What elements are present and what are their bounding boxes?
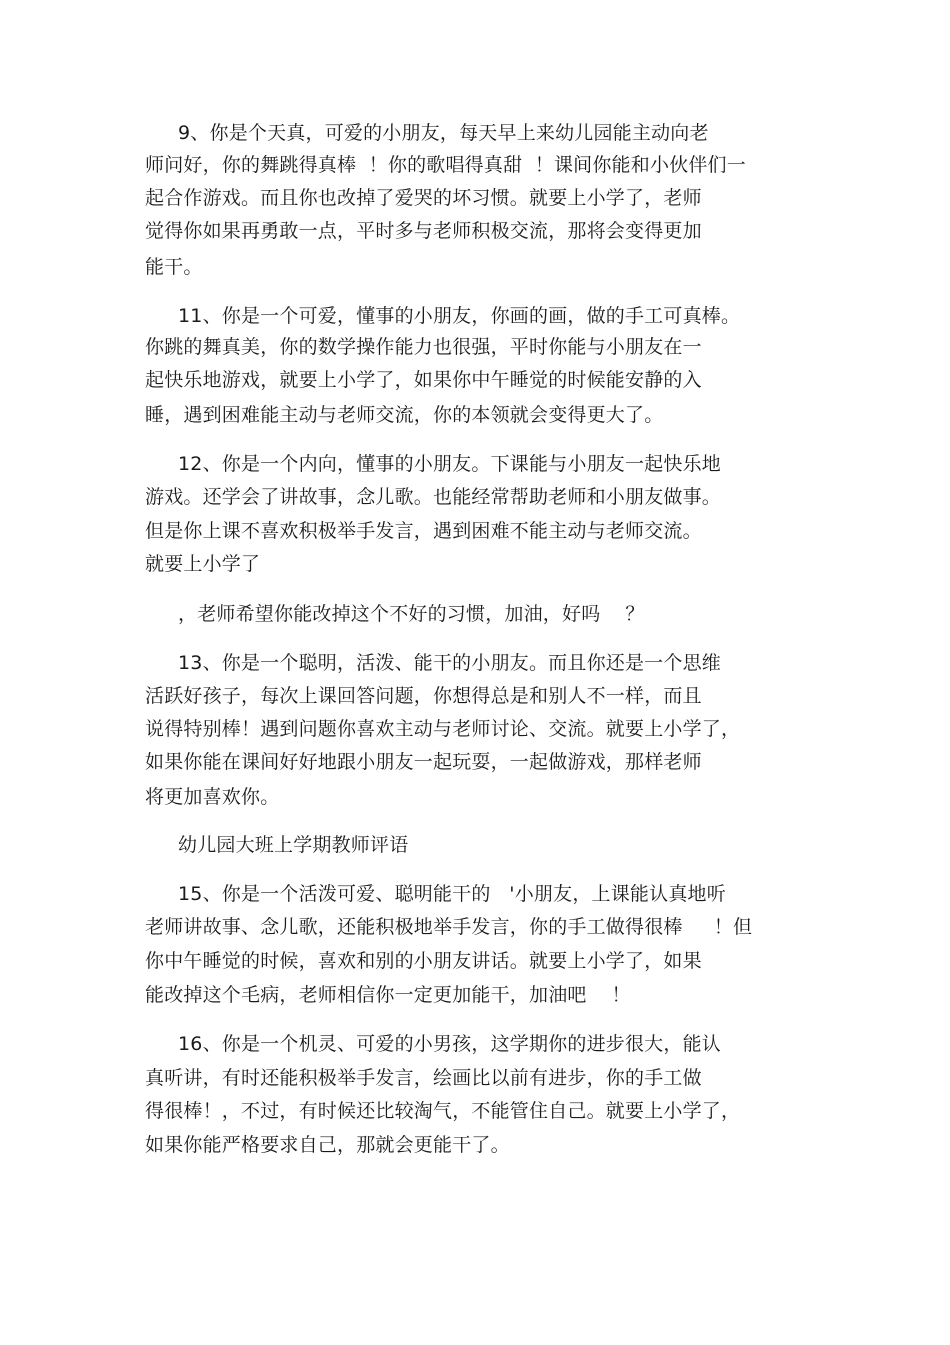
paragraph-12-line-3: 但是你上课不喜欢积极举手发言，遇到困难不能主动与老师交流。 — [145, 520, 702, 542]
paragraph-16-line-1: 16、你是一个机灵、可爱的小男孩，这学期你的进步很大，能认 — [178, 1033, 721, 1055]
paragraph-9-line-3: 起合作游戏。而且你也改掉了爱哭的坏习惯。就要上小学了，老师 — [145, 187, 702, 209]
paragraph-12-line-2: 游戏。还学会了讲故事，念儿歌。也能经常帮助老师和小朋友做事。 — [145, 486, 722, 508]
paragraph-9-line-2: 师问好，你的舞跳得真棒 ！你的歌唱得真甜 ！课间你能和小伙伴们一 — [145, 154, 746, 176]
paragraph-11-line-4: 睡，遇到困难能主动与老师交流，你的本领就会变得更大了。 — [145, 404, 664, 426]
paragraph-13-line-5: 将更加喜欢你。 — [145, 786, 280, 808]
paragraph-11-line-3: 起快乐地游戏，就要上小学了，如果你中午睡觉的时候能安静的入 — [145, 369, 702, 391]
section-heading: 幼儿园大班上学期教师评语 — [178, 834, 409, 856]
paragraph-9-line-1: 9、你是个天真，可爱的小朋友，每天早上来幼儿园能主动向老 — [178, 122, 709, 144]
paragraph-16-line-3: 得很棒！，不过，有时候还比较淘气，不能管住自己。就要上小学了， — [145, 1100, 741, 1122]
paragraph-9-line-4: 觉得你如果再勇敢一点，平时多与老师积极交流，那将会变得更加 — [145, 220, 702, 242]
paragraph-15-line-3: 你中午睡觉的时候，喜欢和别的小朋友讲话。就要上小学了，如果 — [145, 950, 702, 972]
paragraph-16-line-2: 真听讲，有时还能积极举手发言，绘画比以前有进步，你的手工做 — [145, 1067, 702, 1089]
paragraph-12-line-1: 12、你是一个内向，懂事的小朋友。下课能与小朋友一起快乐地 — [178, 453, 721, 475]
paragraph-11-line-2: 你跳的舞真美，你的数学操作能力也很强，平时你能与小朋友在一 — [145, 336, 702, 358]
paragraph-13-line-1: 13、你是一个聪明，活泼、能干的小朋友。而且你还是一个思维 — [178, 652, 721, 674]
paragraph-9-line-5: 能干。 — [145, 256, 203, 278]
paragraph-15-line-1: 15、你是一个活泼可爱、聪明能干的 '小朋友，上课能认真地听 — [178, 883, 726, 905]
paragraph-15-line-4: 能改掉这个毛病，老师相信你一定更加能干，加油吧 ！ — [145, 984, 631, 1006]
paragraph-15-line-2: 老师讲故事、念儿歌，还能积极地举手发言，你的手工做得很棒 ！但 — [145, 916, 753, 938]
paragraph-13-line-2: 活跃好孩子，每次上课回答问题，你想得总是和别人不一样，而且 — [145, 685, 702, 707]
paragraph-13-line-4: 如果你能在课间好好地跟小朋友一起玩耍，一起做游戏，那样老师 — [145, 751, 702, 773]
paragraph-12-line-4: 就要上小学了 — [145, 553, 261, 575]
paragraph-11-line-1: 11、你是一个可爱，懂事的小朋友，你画的画，做的手工可真棒。 — [178, 305, 741, 327]
paragraph-13-line-3: 说得特别棒！遇到问题你喜欢主动与老师讨论、交流。就要上小学了， — [145, 718, 741, 740]
paragraph-16-line-4: 如果你能严格要求自己，那就会更能干了。 — [145, 1134, 510, 1156]
paragraph-12-continuation: ，老师希望你能改掉这个不好的习惯，加油，好吗 ？ — [178, 603, 645, 625]
